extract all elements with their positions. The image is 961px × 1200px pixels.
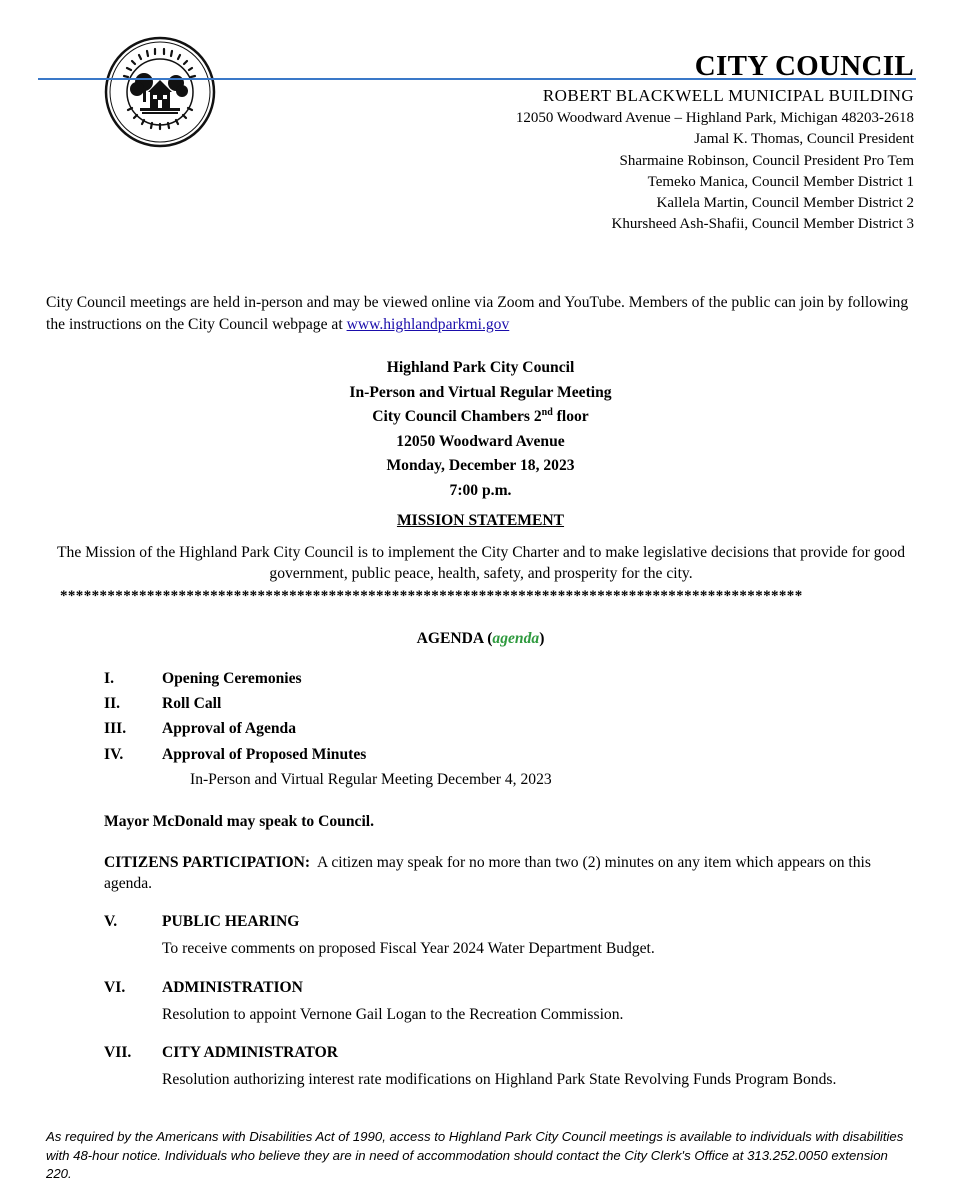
section-description: To receive comments on proposed Fiscal Year 2024 Water Department Budget. (162, 940, 655, 957)
meeting-type: In-Person and Virtual Regular Meeting (349, 383, 612, 401)
meeting-address: 12050 Woodward Avenue (396, 432, 565, 450)
mission-heading: MISSION STATEMENT (396, 512, 565, 529)
meeting-date: Monday, December 18, 2023 (386, 457, 575, 474)
section-label: ADMINISTRATION (162, 979, 303, 996)
intro-paragraph (46, 292, 926, 336)
mission-text: The Mission of the Highland Park City Council is to implement the City Charter and to make legislative decisions that provide for good government, public peace, health, safety, and prosperity for the city. (57, 544, 905, 582)
meeting-time: 7:00 p.m. (449, 481, 512, 499)
section-description: Resolution authorizing interest rate modifications on Highland Park State Revolving Funds Program Bonds. (162, 1071, 837, 1088)
meeting-body: Highland Park City Council (386, 359, 575, 376)
agenda-item-number: IV. (104, 746, 124, 763)
council-president-pro-tem: Sharmaine Robinson, Council President Pro Tem (619, 152, 914, 169)
section-number: V. (104, 913, 118, 930)
council-president: Jamal K. Thomas, Council President (694, 131, 914, 148)
agenda-item-number: III. (104, 720, 127, 737)
agenda-link[interactable]: agenda (492, 630, 540, 647)
council-member-district-1: Temeko Manica, Council Member District 1 (647, 173, 914, 190)
address-line: 12050 Woodward Avenue – Highland Park, Michigan 48203-2618 (515, 110, 914, 126)
separator-line: ********************************************************************************************** (60, 588, 803, 604)
meeting-details (0, 356, 961, 503)
page-title: CITY COUNCIL (694, 50, 914, 82)
section-number: VII. (104, 1044, 132, 1061)
agenda-item-label: Roll Call (162, 695, 222, 712)
agenda-item-number: I. (104, 670, 114, 687)
section-description: Resolution to appoint Vernone Gail Logan to the Recreation Commission. (162, 1006, 624, 1023)
section-number: VI. (104, 979, 126, 996)
council-member-district-2: Kallela Martin, Council Member District 2 (656, 195, 914, 212)
citizens-participation (104, 852, 904, 894)
agenda-heading: AGENDA (agenda) (416, 630, 545, 647)
agenda-item-label: Approval of Agenda (162, 720, 297, 737)
agenda-item-label: Opening Ceremonies (162, 670, 302, 687)
agenda-item-number: II. (104, 695, 121, 712)
section-label: CITY ADMINISTRATOR (162, 1044, 339, 1061)
city-seal-logo (104, 36, 216, 148)
section-label: PUBLIC HEARING (162, 913, 300, 930)
mayor-note: Mayor McDonald may speak to Council. (104, 813, 375, 830)
meeting-location: City Council Chambers 2nd floor (372, 406, 589, 425)
building-name: ROBERT BLACKWELL MUNICIPAL BUILDING (542, 86, 914, 105)
header-contact-block (516, 108, 914, 236)
minutes-subitem: In-Person and Virtual Regular Meeting December 4, 2023 (190, 771, 552, 788)
council-member-district-3: Khursheed Ash-Shafii, Council Member District 3 (611, 216, 914, 233)
ada-notice: As required by the Americans with Disabilities Act of 1990, access to Highland Park City Council meetings is available to individuals with disabilities with 48-hour notice. Individuals who believe they are in need of accommodation should contact the City Clerk's Office at 313.252.0050 extension 220. (46, 1129, 904, 1181)
website-link[interactable]: www.highlandparkmi.gov (346, 316, 510, 333)
intro-text: City Council meetings are held in-person and may be viewed online via Zoom and YouTube. Members of the public can join by following the instructions on the City Council webpage at (46, 294, 909, 333)
citizens-text: A citizen may speak for no more than two (2) minutes on any item which appears on this agenda. (104, 854, 875, 892)
agenda-item-label: Approval of Proposed Minutes (162, 746, 367, 763)
citizens-label: CITIZENS PARTICIPATION: (104, 854, 311, 871)
